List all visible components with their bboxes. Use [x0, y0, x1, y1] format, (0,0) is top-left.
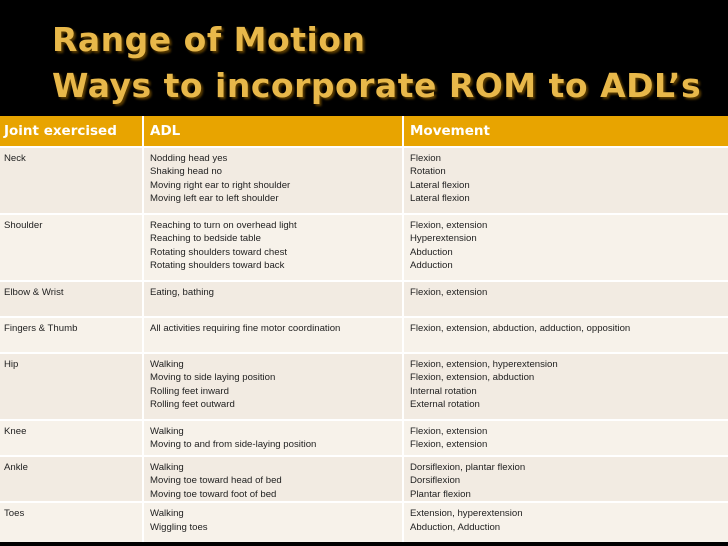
header-adl: ADL — [143, 116, 403, 147]
adl-line: Rolling feet inward — [150, 385, 229, 397]
table-row — [0, 281, 728, 317]
movement-cell — [403, 502, 728, 542]
adl-line: Rotating shoulders toward back — [150, 260, 285, 272]
joint-cell — [0, 353, 143, 420]
adl-line: Shaking head no — [150, 166, 223, 178]
table-body — [0, 147, 728, 542]
adl-line: Walking — [150, 426, 184, 437]
table-row — [0, 317, 728, 353]
table-row — [0, 214, 728, 281]
movement-line: Flexion, extension, abduction, adduction, opposition — [410, 323, 631, 334]
movement-line: Flexion, extension, hyperextension — [410, 359, 558, 370]
joint-cell — [0, 456, 143, 502]
adl-cell — [143, 281, 403, 317]
table-row — [0, 353, 728, 420]
movement-line: External rotation — [410, 399, 480, 411]
joint-label: Fingers & Thumb — [4, 323, 78, 334]
movement-line: Extension, hyperextension — [410, 508, 523, 520]
adl-line: Moving toe toward foot of bed — [150, 488, 277, 500]
slide-title — [0, 0, 728, 112]
table-row — [0, 456, 728, 502]
table-header-row — [0, 116, 728, 147]
movement-line: Dorsiflexion, plantar flexion — [410, 462, 526, 473]
adl-line: All activities requiring fine motor coordination — [150, 323, 341, 334]
movement-line: Hyperextension — [410, 233, 477, 245]
adl-cell — [143, 214, 403, 281]
adl-line: Reaching to bedside table — [150, 233, 261, 245]
joint-cell — [0, 214, 143, 281]
adl-line: Moving right ear to right shoulder — [150, 179, 291, 191]
movement-cell — [403, 214, 728, 281]
joint-label: Elbow & Wrist — [4, 287, 64, 298]
adl-line: Walking — [150, 462, 184, 473]
joint-cell — [0, 147, 143, 214]
table-row — [0, 502, 728, 542]
adl-cell — [143, 456, 403, 502]
movement-cell — [403, 281, 728, 317]
adl-line: Reaching to turn on overhead light — [150, 220, 297, 231]
rom-table — [0, 116, 728, 542]
adl-line: Moving toe toward head of bed — [150, 475, 282, 487]
movement-line: Flexion, extension — [410, 287, 488, 298]
adl-line: Rolling feet outward — [150, 399, 235, 411]
movement-line: Internal rotation — [410, 385, 477, 397]
movement-cell — [403, 147, 728, 214]
movement-cell — [403, 420, 728, 456]
joint-label: Knee — [4, 426, 27, 437]
title-line-1: Range of Motion — [52, 20, 366, 59]
adl-line: Walking — [150, 508, 184, 520]
movement-line: Flexion, extension — [410, 426, 488, 437]
movement-line: Plantar flexion — [410, 488, 471, 500]
adl-cell — [143, 147, 403, 214]
movement-line: Flexion, extension — [410, 439, 488, 451]
movement-cell — [403, 456, 728, 502]
movement-line: Abduction, Adduction — [410, 521, 501, 533]
header-joint-exercised: Joint exercised — [0, 116, 143, 147]
adl-cell — [143, 502, 403, 542]
movement-line: Lateral flexion — [410, 179, 470, 191]
movement-cell — [403, 317, 728, 353]
title-line-2: Ways to incorporate ROM to ADL’s — [52, 66, 702, 105]
adl-line: Moving to side laying position — [150, 372, 276, 384]
adl-line: Walking — [150, 359, 184, 370]
movement-line: Flexion — [410, 153, 441, 164]
joint-label: Ankle — [4, 462, 28, 473]
adl-cell — [143, 353, 403, 420]
adl-line: Eating, bathing — [150, 287, 215, 298]
movement-line: Flexion, extension — [410, 220, 488, 231]
joint-cell — [0, 317, 143, 353]
adl-line: Moving to and from side-laying position — [150, 439, 317, 451]
header-movement: Movement — [403, 116, 728, 147]
adl-cell — [143, 420, 403, 456]
adl-line: Wiggling toes — [150, 521, 208, 533]
joint-cell — [0, 420, 143, 456]
movement-line: Abduction — [410, 246, 453, 258]
adl-line: Moving left ear to left shoulder — [150, 193, 279, 205]
joint-label: Hip — [4, 359, 19, 370]
joint-label: Toes — [4, 508, 25, 520]
table-row — [0, 147, 728, 214]
movement-line: Dorsiflexion — [410, 475, 461, 487]
adl-line: Rotating shoulders toward chest — [150, 246, 288, 258]
adl-cell — [143, 317, 403, 353]
movement-cell — [403, 353, 728, 420]
adl-line: Nodding head yes — [150, 153, 228, 164]
joint-label: Shoulder — [4, 220, 43, 231]
joint-cell — [0, 502, 143, 542]
movement-line: Lateral flexion — [410, 193, 470, 205]
movement-line: Flexion, extension, abduction — [410, 372, 535, 384]
table-row — [0, 420, 728, 456]
movement-line: Adduction — [410, 260, 453, 272]
joint-label: Neck — [4, 153, 26, 164]
movement-line: Rotation — [410, 166, 446, 178]
joint-cell — [0, 281, 143, 317]
